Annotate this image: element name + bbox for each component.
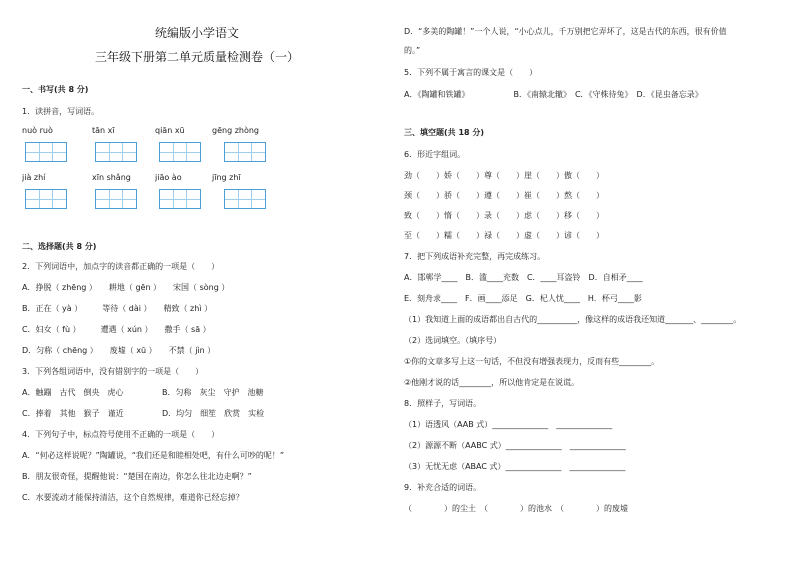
q4-option-d-line-1: D．“多美的陶罐！”一个人说，“小心点儿，千万别把它弄坏了，这是古代的东西，很有价值: [404, 27, 727, 36]
pinyin: qiān xū: [155, 126, 185, 135]
writing-grid-row-1: [22, 142, 372, 164]
pinyin-row-1: [22, 124, 372, 137]
q4-option-b: B．朋友很奇怪，提醒他说：“楚国在南边，你怎么往北边走啊？”: [22, 472, 252, 481]
pinyin-row-2: [22, 171, 372, 184]
writing-box[interactable]: [159, 189, 201, 209]
q4-option-a: A．“何必这样说呢？”陶罐说，“我们还是和睦相处吧，有什么可吵的呢！”: [22, 451, 285, 460]
pinyin: xīn shǎng: [92, 173, 131, 182]
q7-sub-4: ②他刚才说的话________，所以他肯定是在说谎。: [404, 378, 580, 387]
pinyin: jiāo ào: [155, 173, 182, 182]
q9-item-1: （ ）的尘土 （ ）的池水 （ ）的废墟: [404, 504, 628, 513]
q3-options-cd: [22, 408, 372, 419]
q8-item-1: （1）语透风（AAB 式）______________ ______________: [404, 420, 613, 429]
q3-options-ab: [22, 387, 372, 398]
section-2-heading: 二、选择题(共 8 分): [22, 242, 97, 251]
writing-box[interactable]: [25, 189, 67, 209]
q5-options: A．《陶罐和铁罐》 B．《南辕北辙》 C．《守株待兔》 D．《昆虫备忘录》: [404, 90, 703, 99]
question-1: 1．读拼音，写词语。: [22, 107, 100, 116]
question-6: 6．形近字组词。: [404, 150, 466, 159]
q2-option-d: D．匀称（ chēng ） 废墟（ xū ） 不禁（ jìn ）: [22, 346, 216, 355]
writing-box[interactable]: [25, 142, 67, 162]
q4-option-d-line-2: 的。”: [404, 46, 421, 55]
writing-box[interactable]: [95, 142, 137, 162]
question-9: 9．补充合适的词语。: [404, 483, 482, 492]
q7-sub-1: （1）我知道上面的成语都出自古代的__________，像这样的成语我还知道_______、________。: [404, 315, 742, 324]
right-column: [404, 24, 776, 514]
question-7: 7．把下列成语补充完整，再完成练习。: [404, 252, 546, 261]
writing-grid-row-2: [22, 189, 372, 211]
q3-option-a: A．触蹦 古代 倒央 虎心: [22, 388, 124, 397]
question-5: 5．下列不属于寓言的课文是（ ）: [404, 68, 538, 77]
q7-sub-2: （2）选词填空。（填序号）: [404, 336, 502, 345]
pinyin: jià zhí: [22, 173, 46, 182]
q2-option-a: A．挣脱（ zhēng ） 耕地（ gēn ） 宋国（ sòng ）: [22, 283, 230, 292]
writing-box[interactable]: [95, 189, 137, 209]
pinyin: gēng zhòng: [212, 126, 260, 135]
writing-box[interactable]: [224, 189, 266, 209]
q8-item-3: （3）无忧无虑（ABAC 式）______________ ______________: [404, 462, 626, 471]
q7-idioms-line-2: E．刻舟求____ F．画____添足 G．杞人忧____ H．杯弓____影: [404, 294, 642, 303]
question-4: 4．下列句子中，标点符号使用不正确的一项是（ ）: [22, 430, 220, 439]
q6-row: 至（ ）糯（ ）禄（ ）虚（ ）谚（ ）: [404, 231, 604, 240]
q2-option-b: B．正在（ yà ） 等待（ dài ） 精致（ zhì ）: [22, 304, 213, 313]
q8-item-2: （2）源源不断（AABC 式）______________ ______________: [404, 441, 626, 450]
q3-option-b: B．匀称 灰尘 守护 池糖: [162, 388, 264, 397]
q7-sub-3: ①你的文章多写上这一句话，不但没有增强表现力，反而有些________。: [404, 357, 660, 366]
title-line-2: 三年级下册第二单元质量检测卷（一）: [94, 50, 299, 64]
left-column: [22, 24, 372, 503]
writing-box[interactable]: [159, 142, 201, 162]
q6-row: 劲（ ）娇（ ）尊（ ）崖（ ）傲（ ）: [404, 171, 604, 180]
q6-row: 颈（ ）骄（ ）遵（ ）崔（ ）熬（ ）: [404, 191, 604, 200]
pinyin: jīng zhī: [212, 173, 241, 182]
section-3-heading: 三、填空题(共 18 分): [404, 128, 485, 137]
q6-row: 致（ ）惰（ ）录（ ）虑（ ）移（ ）: [404, 211, 604, 220]
q4-option-c: C．水要流动才能保持清洁，这个自然规律，难道你已经忘掉？: [22, 493, 244, 502]
q3-option-d: D．均匀 细笙 欣赏 实检: [162, 409, 265, 418]
q2-option-c: C．妇女（ fù ） 遭遇（ xún ） 撒手（ sā ）: [22, 325, 211, 334]
q3-option-c: C．捧着 其他 猴子 谨近: [22, 409, 124, 418]
section-1-heading: 一、书写(共 8 分): [22, 85, 89, 94]
writing-box[interactable]: [224, 142, 266, 162]
pinyin: tān xī: [92, 126, 115, 135]
title-line-1: 统编版小学语文: [154, 26, 239, 40]
q7-idioms-line-1: A．邯郸学____ B．滥____充数 C．____耳盗铃 D．自相矛____: [404, 273, 643, 282]
question-8: 8．照样子，写词语。: [404, 399, 482, 408]
question-2: 2．下列词语中，加点字的读音都正确的一项是（ ）: [22, 262, 220, 271]
pinyin: nuò ruò: [22, 126, 53, 135]
question-3: 3．下列各组词语中，没有错别字的一项是（ ）: [22, 367, 204, 376]
